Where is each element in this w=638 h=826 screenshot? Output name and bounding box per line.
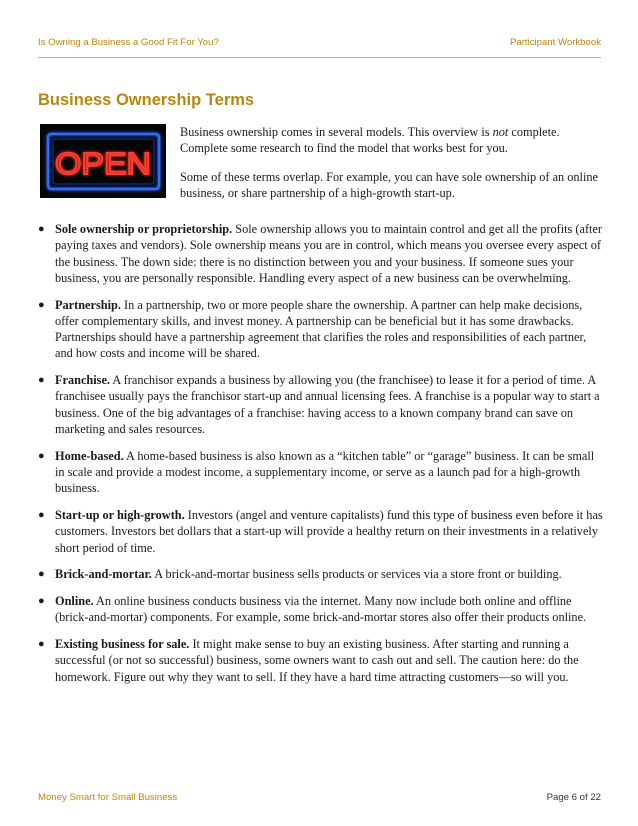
ownership-terms-list: [38, 221, 604, 695]
intro-p1-start: Business ownership comes in several models. This overview is: [180, 125, 493, 139]
list-item: [38, 636, 604, 685]
term-name: Franchise.: [55, 373, 110, 388]
term-name: Start-up or high-growth.: [55, 508, 185, 523]
bullet-icon: ●: [38, 223, 45, 235]
page-footer: [38, 792, 601, 803]
list-item: [38, 507, 604, 556]
list-item: [38, 566, 604, 582]
list-item: [38, 448, 604, 497]
list-item: [38, 221, 604, 286]
bullet-icon: ●: [38, 449, 45, 462]
term-description: A franchisor expands a business by allowing you (the franchisee) to lease it for a period of time. A franchisee usually pays the franchisor start-up and annual licensing fees. A franchise is a popular way to start a business. One of the big advantages of a franchise: having access to a known company brand can save on marketing and sales resources.: [55, 373, 600, 437]
term-description: In a partnership, two or more people share the ownership. A partner can help make decisions, offer complementary skills, and invest money. A partnership can be beneficial but it has some drawbacks. Partnerships should have a partnership agreement that clarifies the roles and responsibilities of each partner, and how costs and income will be shared.: [55, 297, 587, 361]
term-name: Online.: [55, 593, 94, 608]
open-sign-image: [40, 124, 166, 198]
header-workbook-label: Participant Workbook: [509, 37, 601, 48]
term-description: A brick-and-mortar business sells products or services via a store front or building.: [151, 567, 562, 582]
bullet-icon: ●: [38, 594, 45, 607]
footer-course-title: Money Smart for Small Business: [38, 792, 178, 803]
term-name: Existing business for sale.: [55, 636, 190, 651]
section-title: Business Ownership Terms: [38, 91, 255, 109]
intro-p1-emphasis: not: [492, 125, 509, 139]
term-name: Home-based.: [55, 448, 124, 463]
term-name: Brick-and-mortar.: [55, 567, 152, 582]
intro-text: [180, 124, 600, 214]
list-item: [38, 372, 604, 437]
intro-paragraph-1: [180, 124, 600, 156]
open-sign-graphic: [40, 124, 166, 198]
term-name: Partnership.: [55, 297, 121, 312]
bullet-icon: ●: [38, 568, 45, 581]
page-header: [38, 37, 601, 48]
term-description: An online business conducts business via the internet. Many now include both online and offline (brick-and-mortar) components. For example, some brick-and-mortar stores also offer their products online.: [55, 593, 587, 625]
intro-p1-end: complete. Complete some research to find the model that works best for you.: [180, 125, 560, 155]
term-description: Investors (angel and venture capitalists) fund this type of business even before it has customers. Investors bet dollars that a start-up will provide a healthy return on their investments in a relatively short period of time.: [55, 508, 603, 555]
header-document-title: Is Owning a Business a Good Fit For You?: [38, 37, 219, 48]
bullet-icon: ●: [38, 298, 45, 311]
term-description: Sole ownership allows you to maintain control and get all the profits (after paying taxes and vendors). Sole ownership means you are in control, which means you oversee every aspect of the business. The down side: there is no distinction between you and your business. If someone sues your business, you are personally responsible. Handling every aspect of a new business can be overwhelming.: [55, 222, 603, 285]
intro-paragraph-2: Some of these terms overlap. For example, you can have sole ownership of an online business, or share partnership of a high-growth start-up.: [180, 170, 598, 200]
list-item: [38, 593, 604, 626]
list-item: [38, 297, 604, 362]
neon-open-text: OPEN: [55, 146, 151, 181]
bullet-icon: ●: [38, 637, 45, 650]
header-divider: [38, 57, 601, 58]
term-description: A home-based business is also known as a “kitchen table” or “garage” business. It can be small in scale and provide a modest income, a supplementary income, or serve as a launch pad for a high-growth business.: [55, 448, 595, 496]
term-description: It might make sense to buy an existing business. After starting and running a successful (or not so successful) business, some owners want to cash out and sell. The caution here: do the homework. Figure out why they want to sell. If they have a hard time attracting customers—so will you.: [55, 636, 579, 684]
term-name: Sole ownership or proprietorship.: [55, 222, 233, 236]
page-number: Page 6 of 22: [546, 792, 601, 803]
bullet-icon: ●: [38, 374, 45, 387]
bullet-icon: ●: [38, 509, 45, 522]
